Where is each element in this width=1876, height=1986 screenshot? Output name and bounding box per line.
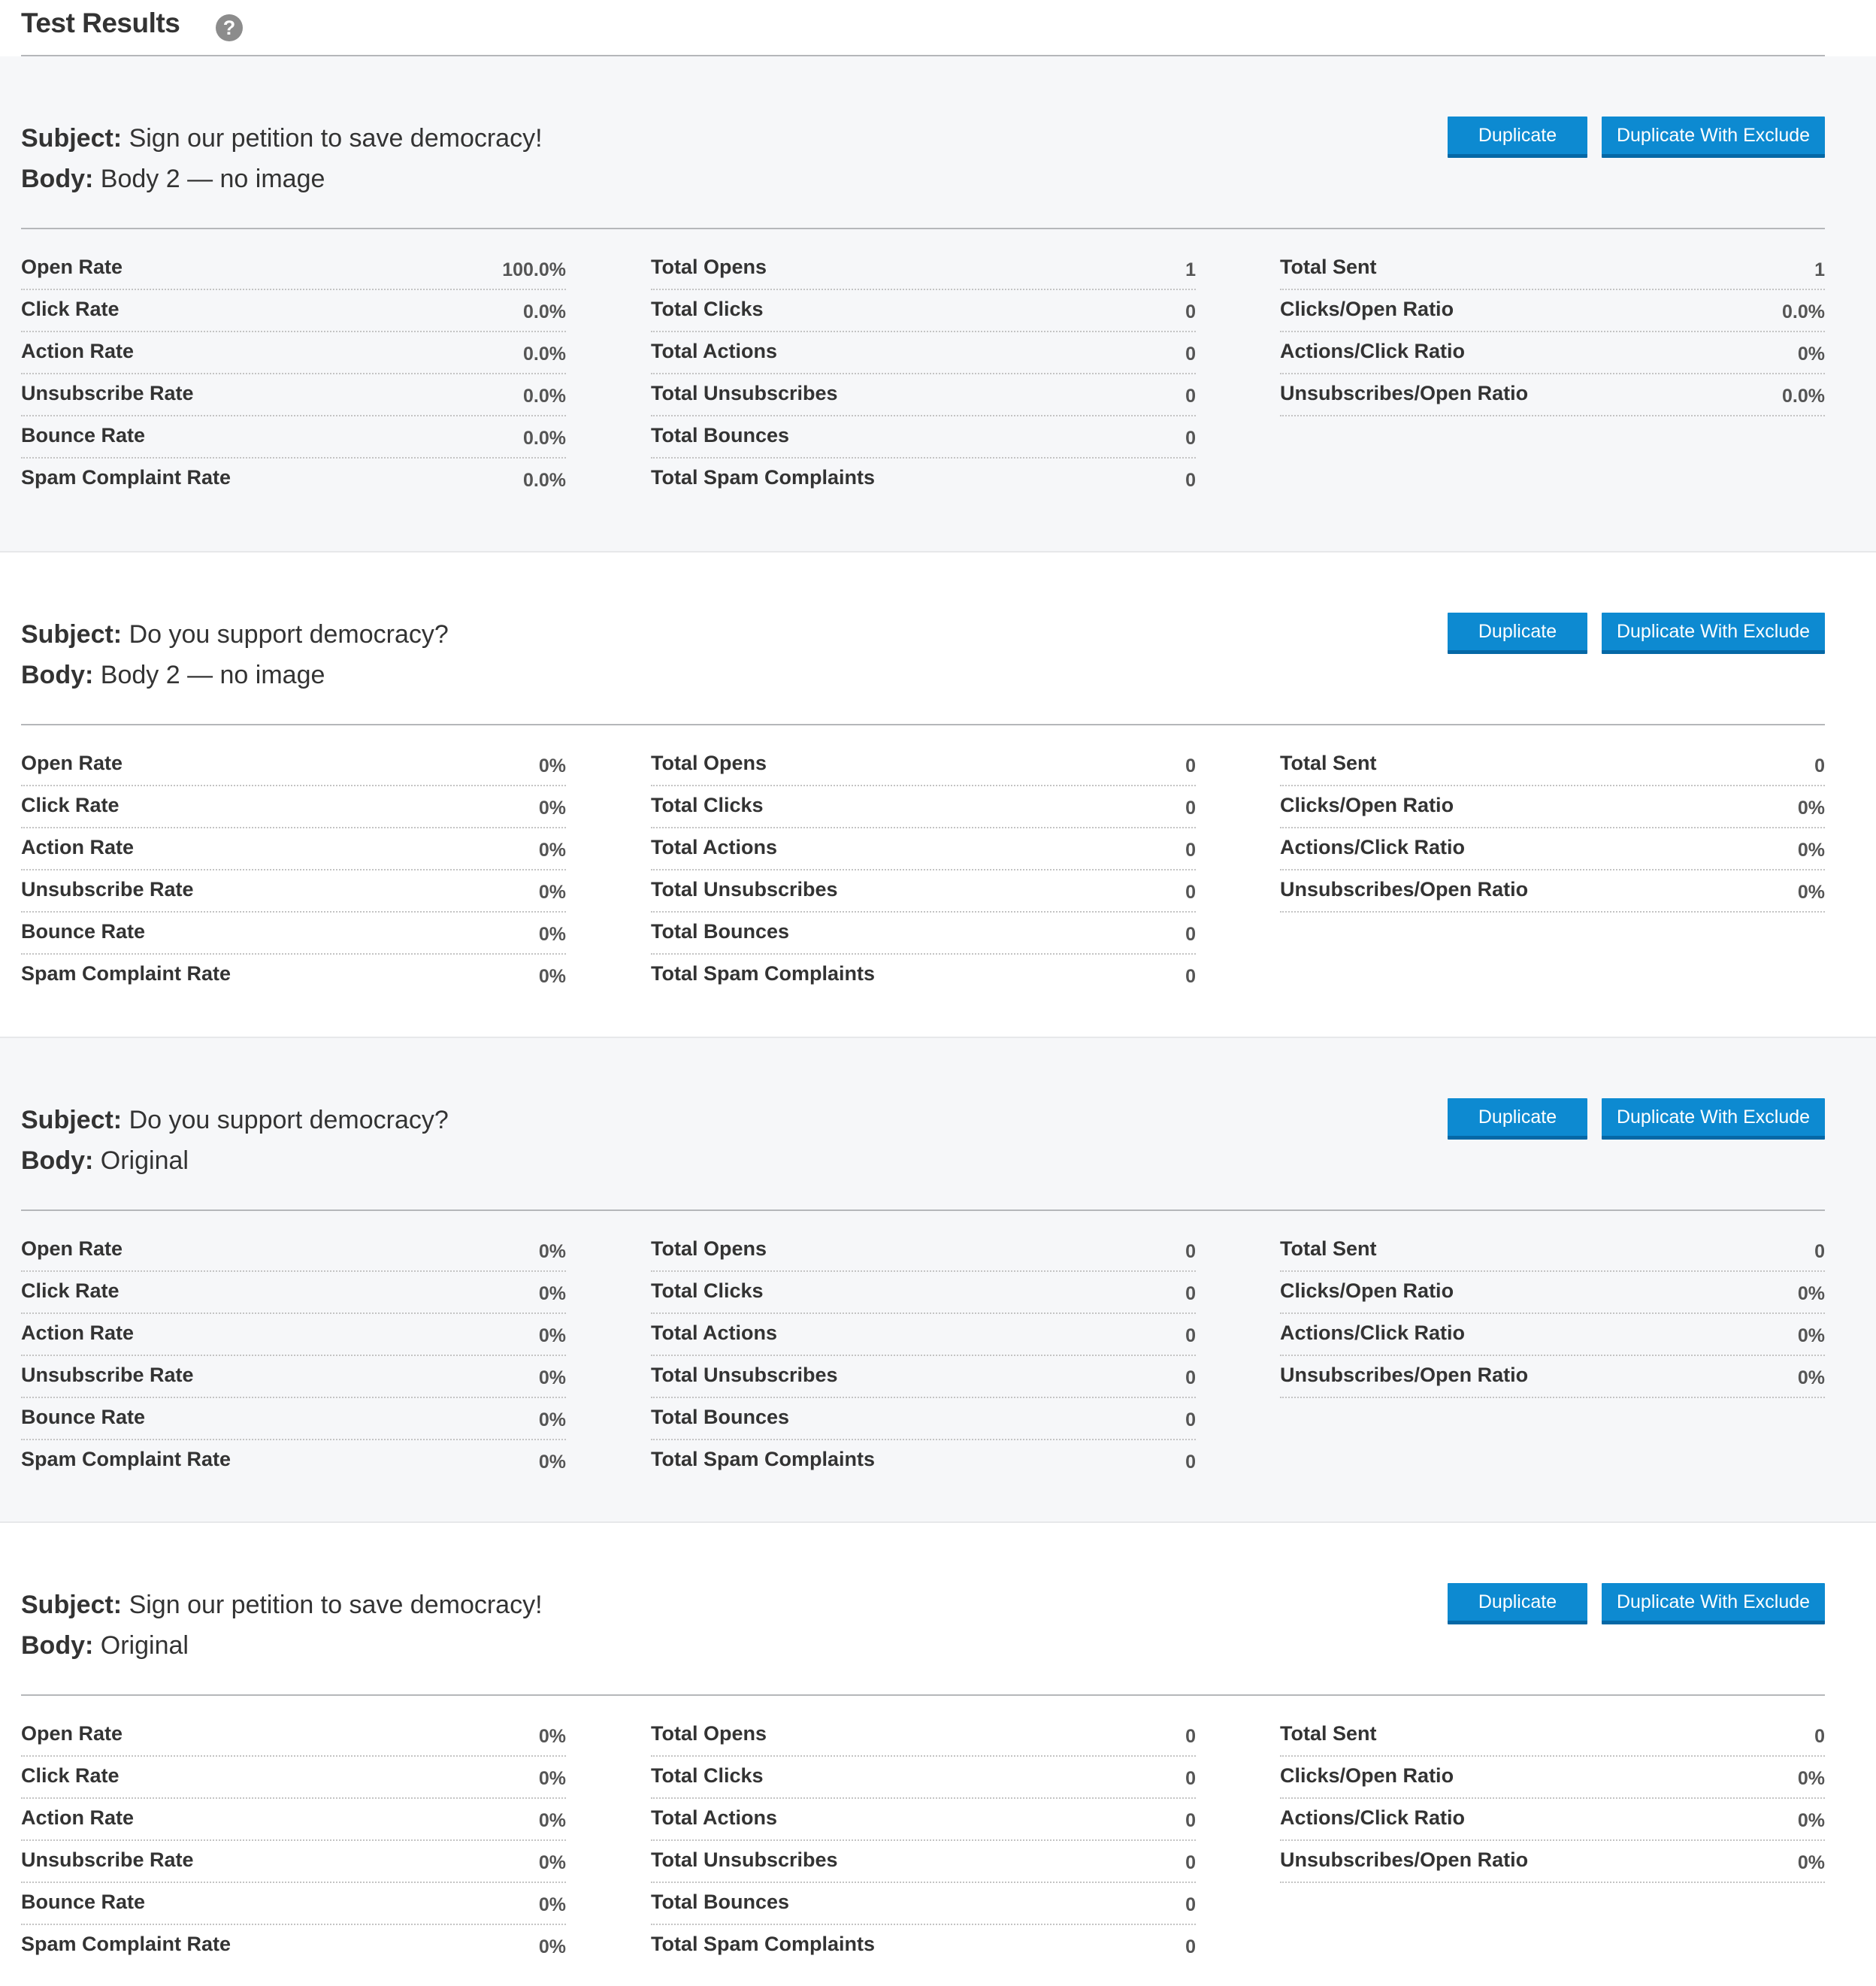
stat-row [651,1230,1196,1272]
stat-value: 0 [1185,1452,1196,1473]
stat-value: 1 [1185,259,1196,280]
header [21,0,1825,56]
stat-value: 0 [1185,1241,1196,1262]
stat-row [21,744,566,786]
subject-label: Subject: [21,1591,123,1619]
ratios-column [1280,248,1825,416]
stat-value: 1 [1814,259,1825,280]
stat-value: 0 [1185,840,1196,861]
stat-label: Spam Complaint Rate [21,466,231,489]
stat-value: 0% [1797,1768,1825,1789]
ratios-column [1280,744,1825,913]
stat-label: Actions/Click Ratio [1280,1806,1466,1829]
stat-value: 0% [538,1936,566,1957]
stat-label: Spam Complaint Rate [21,962,231,985]
section-divider [21,1694,1825,1696]
stat-label: Total Clicks [651,298,764,320]
stat-label: Total Unsubscribes [651,1364,838,1386]
stat-value: 0 [1185,1852,1196,1873]
stat-value: 0 [1185,1768,1196,1789]
stat-row [1280,1356,1825,1398]
stat-value: 0% [538,966,566,987]
stat-value: 0% [538,840,566,861]
stat-label: Click Rate [21,1279,120,1302]
stat-label: Total Actions [651,1806,777,1829]
stat-value: 0% [1797,1283,1825,1304]
stat-value: 0% [538,798,566,819]
stat-value: 0% [1797,840,1825,861]
stat-row [21,459,566,501]
stat-row [651,1440,1196,1482]
stat-row [1280,1757,1825,1799]
stat-label: Open Rate [21,1722,123,1745]
stat-row [651,1715,1196,1757]
duplicate-button[interactable]: Duplicate [1448,1583,1587,1624]
body-label: Body: [21,1631,94,1660]
stat-value: 0 [1185,755,1196,777]
stat-label: Total Spam Complaints [651,962,876,985]
stat-label: Total Opens [651,1237,767,1260]
stat-label: Click Rate [21,298,120,320]
stat-row [651,913,1196,955]
stat-row [651,1314,1196,1356]
stat-row [651,459,1196,501]
stat-label: Unsubscribe Rate [21,382,194,404]
stat-row [21,1272,566,1314]
stat-value: 0% [1797,344,1825,365]
stat-label: Total Bounces [651,1891,790,1913]
test-variant [0,553,1876,1038]
stat-row [651,416,1196,459]
stat-label: Total Spam Complaints [651,1933,876,1955]
stat-value: 0% [1797,1367,1825,1388]
stat-label: Total Spam Complaints [651,1448,876,1470]
test-variant [0,1038,1876,1523]
totals-column [651,1715,1196,1967]
stat-label: Total Unsubscribes [651,382,838,404]
test-variant [0,56,1876,553]
variant-body [21,1631,189,1661]
stat-value: 0 [1185,798,1196,819]
question-circle-icon[interactable]: ? [216,14,243,41]
stat-label: Total Sent [1280,1237,1377,1260]
subject-text: Do you support democracy? [129,620,449,649]
test-variant [0,1523,1876,1986]
duplicate-with-exclude-button[interactable]: Duplicate With Exclude [1602,613,1825,654]
stat-value: 0 [1185,1810,1196,1831]
stat-label: Unsubscribes/Open Ratio [1280,1848,1529,1871]
stat-label: Total Bounces [651,920,790,943]
variant-subject [21,620,449,649]
stat-row [1280,1314,1825,1356]
stat-row [651,1272,1196,1314]
stat-row [21,290,566,332]
stat-label: Clicks/Open Ratio [1280,298,1454,320]
stat-value: 0 [1185,301,1196,322]
stat-row [21,1883,566,1925]
stat-row [21,1398,566,1440]
stat-row [21,1230,566,1272]
stat-value: 0% [538,1894,566,1915]
stat-label: Total Unsubscribes [651,1848,838,1871]
stat-label: Total Clicks [651,1764,764,1787]
stat-row [21,1715,566,1757]
stat-label: Actions/Click Ratio [1280,1321,1466,1344]
stat-row [21,870,566,913]
stat-value: 0.0% [523,344,566,365]
subject-text: Sign our petition to save democracy! [129,1591,543,1619]
stat-value: 0 [1185,1894,1196,1915]
body-text: Body 2 — no image [100,661,325,689]
stat-label: Bounce Rate [21,424,146,447]
stat-row [21,332,566,374]
body-text: Body 2 — no image [100,165,325,193]
stat-label: Total Actions [651,1321,777,1344]
stat-value: 0 [1185,386,1196,407]
stat-label: Total Sent [1280,752,1377,774]
stat-row [651,1757,1196,1799]
stat-label: Total Actions [651,340,777,362]
stat-row [1280,1272,1825,1314]
stat-value: 0% [1797,882,1825,903]
rates-column [21,1715,566,1967]
stat-row [651,828,1196,870]
stat-row [1280,332,1825,374]
ratios-column [1280,1230,1825,1398]
stat-label: Action Rate [21,1806,135,1829]
stat-label: Action Rate [21,836,135,858]
stat-value: 0% [1797,798,1825,819]
stat-label: Total Opens [651,256,767,278]
stat-label: Total Opens [651,1722,767,1745]
variant-body [21,1146,189,1176]
rates-column [21,1230,566,1482]
stat-label: Open Rate [21,752,123,774]
stat-value: 0% [538,882,566,903]
stat-value: 0% [538,1852,566,1873]
stat-row [651,1841,1196,1883]
stat-row [1280,374,1825,416]
stat-value: 0% [538,1726,566,1747]
body-text: Original [100,1631,189,1660]
stat-row [1280,290,1825,332]
stat-value: 0% [1797,1810,1825,1831]
variant-subject [21,1591,543,1620]
stat-label: Clicks/Open Ratio [1280,1764,1454,1787]
stat-value: 0.0% [1782,301,1825,322]
duplicate-button[interactable]: Duplicate [1448,1098,1587,1140]
stat-value: 0% [1797,1325,1825,1346]
duplicate-with-exclude-button[interactable]: Duplicate With Exclude [1602,1583,1825,1624]
totals-column [651,1230,1196,1482]
stat-label: Actions/Click Ratio [1280,340,1466,362]
body-label: Body: [21,661,94,689]
body-label: Body: [21,165,94,193]
stat-row [651,290,1196,332]
duplicate-with-exclude-button[interactable]: Duplicate With Exclude [1602,117,1825,158]
totals-column [651,744,1196,997]
stat-value: 0 [1814,1726,1825,1747]
ratios-column [1280,1715,1825,1883]
stat-row [21,786,566,828]
stat-label: Action Rate [21,1321,135,1344]
stat-value: 0% [538,1241,566,1262]
stat-label: Unsubscribes/Open Ratio [1280,878,1529,901]
stat-label: Total Spam Complaints [651,466,876,489]
stat-label: Spam Complaint Rate [21,1933,231,1955]
stat-label: Spam Complaint Rate [21,1448,231,1470]
rates-column [21,744,566,997]
stat-row [21,1356,566,1398]
stat-row [1280,1230,1825,1272]
stat-row [651,744,1196,786]
section-divider [21,228,1825,229]
variants-list [0,56,1876,1986]
stat-row [21,1841,566,1883]
stat-row [1280,744,1825,786]
stat-value: 0 [1185,1936,1196,1957]
stat-row [1280,248,1825,290]
section-divider [21,724,1825,725]
stat-value: 0 [1185,882,1196,903]
stat-row [1280,828,1825,870]
stat-label: Actions/Click Ratio [1280,836,1466,858]
stat-value: 0% [1797,1852,1825,1873]
stat-value: 0.0% [523,301,566,322]
stat-label: Unsubscribe Rate [21,1364,194,1386]
stat-row [1280,1799,1825,1841]
stat-value: 0% [538,1810,566,1831]
variant-body [21,165,325,194]
stat-label: Total Bounces [651,424,790,447]
subject-text: Do you support democracy? [129,1106,449,1134]
stat-row [651,870,1196,913]
stat-value: 0% [538,1325,566,1346]
stat-label: Total Clicks [651,1279,764,1302]
section-divider [21,1209,1825,1211]
stat-value: 0 [1185,1726,1196,1747]
subject-label: Subject: [21,124,123,153]
stat-value: 0% [538,1367,566,1388]
body-text: Original [100,1146,189,1175]
stat-value: 0.0% [523,470,566,491]
stat-label: Click Rate [21,1764,120,1787]
stat-value: 0 [1185,428,1196,449]
subject-text: Sign our petition to save democracy! [129,124,543,153]
stat-label: Open Rate [21,256,123,278]
stat-value: 0 [1814,1241,1825,1262]
stat-label: Total Bounces [651,1406,790,1428]
stat-value: 0 [1185,1409,1196,1430]
stat-value: 0.0% [523,386,566,407]
stat-value: 0 [1814,755,1825,777]
stat-value: 0 [1185,924,1196,945]
stat-label: Bounce Rate [21,1406,146,1428]
stat-row [651,374,1196,416]
stat-value: 0 [1185,1367,1196,1388]
stat-row [1280,1841,1825,1883]
stat-label: Total Clicks [651,794,764,816]
stat-label: Total Sent [1280,256,1377,278]
page-title: Test Results [21,8,180,38]
stat-label: Total Opens [651,752,767,774]
stat-row [651,786,1196,828]
stat-row [21,955,566,997]
stat-row [21,416,566,459]
duplicate-with-exclude-button[interactable]: Duplicate With Exclude [1602,1098,1825,1140]
stat-row [651,955,1196,997]
stat-label: Total Unsubscribes [651,878,838,901]
stat-value: 0 [1185,1325,1196,1346]
duplicate-button[interactable]: Duplicate [1448,613,1587,654]
stat-label: Total Sent [1280,1722,1377,1745]
stat-value: 0% [538,1768,566,1789]
stat-value: 0% [538,1283,566,1304]
stat-label: Open Rate [21,1237,123,1260]
stat-row [21,1314,566,1356]
variant-subject [21,1106,449,1135]
stat-label: Bounce Rate [21,1891,146,1913]
stat-value: 0.0% [1782,386,1825,407]
stat-label: Unsubscribe Rate [21,878,194,901]
stat-row [1280,1715,1825,1757]
variant-body [21,661,325,690]
stat-label: Click Rate [21,794,120,816]
stat-value: 0% [538,1452,566,1473]
stat-row [21,248,566,290]
subject-label: Subject: [21,620,123,649]
stat-row [21,1440,566,1482]
stat-value: 0% [538,1409,566,1430]
stat-row [651,248,1196,290]
stat-row [21,828,566,870]
stat-value: 0 [1185,470,1196,491]
stat-label: Unsubscribe Rate [21,1848,194,1871]
stat-value: 0% [538,755,566,777]
totals-column [651,248,1196,501]
body-label: Body: [21,1146,94,1175]
stat-row [651,1799,1196,1841]
stat-value: 0% [538,924,566,945]
stat-label: Action Rate [21,340,135,362]
rates-column [21,248,566,501]
stat-row [651,332,1196,374]
stat-label: Total Actions [651,836,777,858]
stat-value: 0.0% [523,428,566,449]
stat-label: Unsubscribes/Open Ratio [1280,382,1529,404]
stat-label: Bounce Rate [21,920,146,943]
stat-row [1280,786,1825,828]
variant-subject [21,124,543,153]
stat-value: 100.0% [502,259,566,280]
stat-value: 0 [1185,966,1196,987]
stat-value: 0 [1185,344,1196,365]
stat-row [651,1398,1196,1440]
duplicate-button[interactable]: Duplicate [1448,117,1587,158]
stat-row [21,1757,566,1799]
stat-row [21,913,566,955]
stat-label: Clicks/Open Ratio [1280,1279,1454,1302]
stat-row [1280,870,1825,913]
stat-row [21,1925,566,1967]
stat-row [651,1356,1196,1398]
stat-row [21,374,566,416]
stat-row [651,1883,1196,1925]
stat-label: Unsubscribes/Open Ratio [1280,1364,1529,1386]
stat-row [651,1925,1196,1967]
stat-label: Clicks/Open Ratio [1280,794,1454,816]
subject-label: Subject: [21,1106,123,1134]
stat-row [21,1799,566,1841]
stat-value: 0 [1185,1283,1196,1304]
